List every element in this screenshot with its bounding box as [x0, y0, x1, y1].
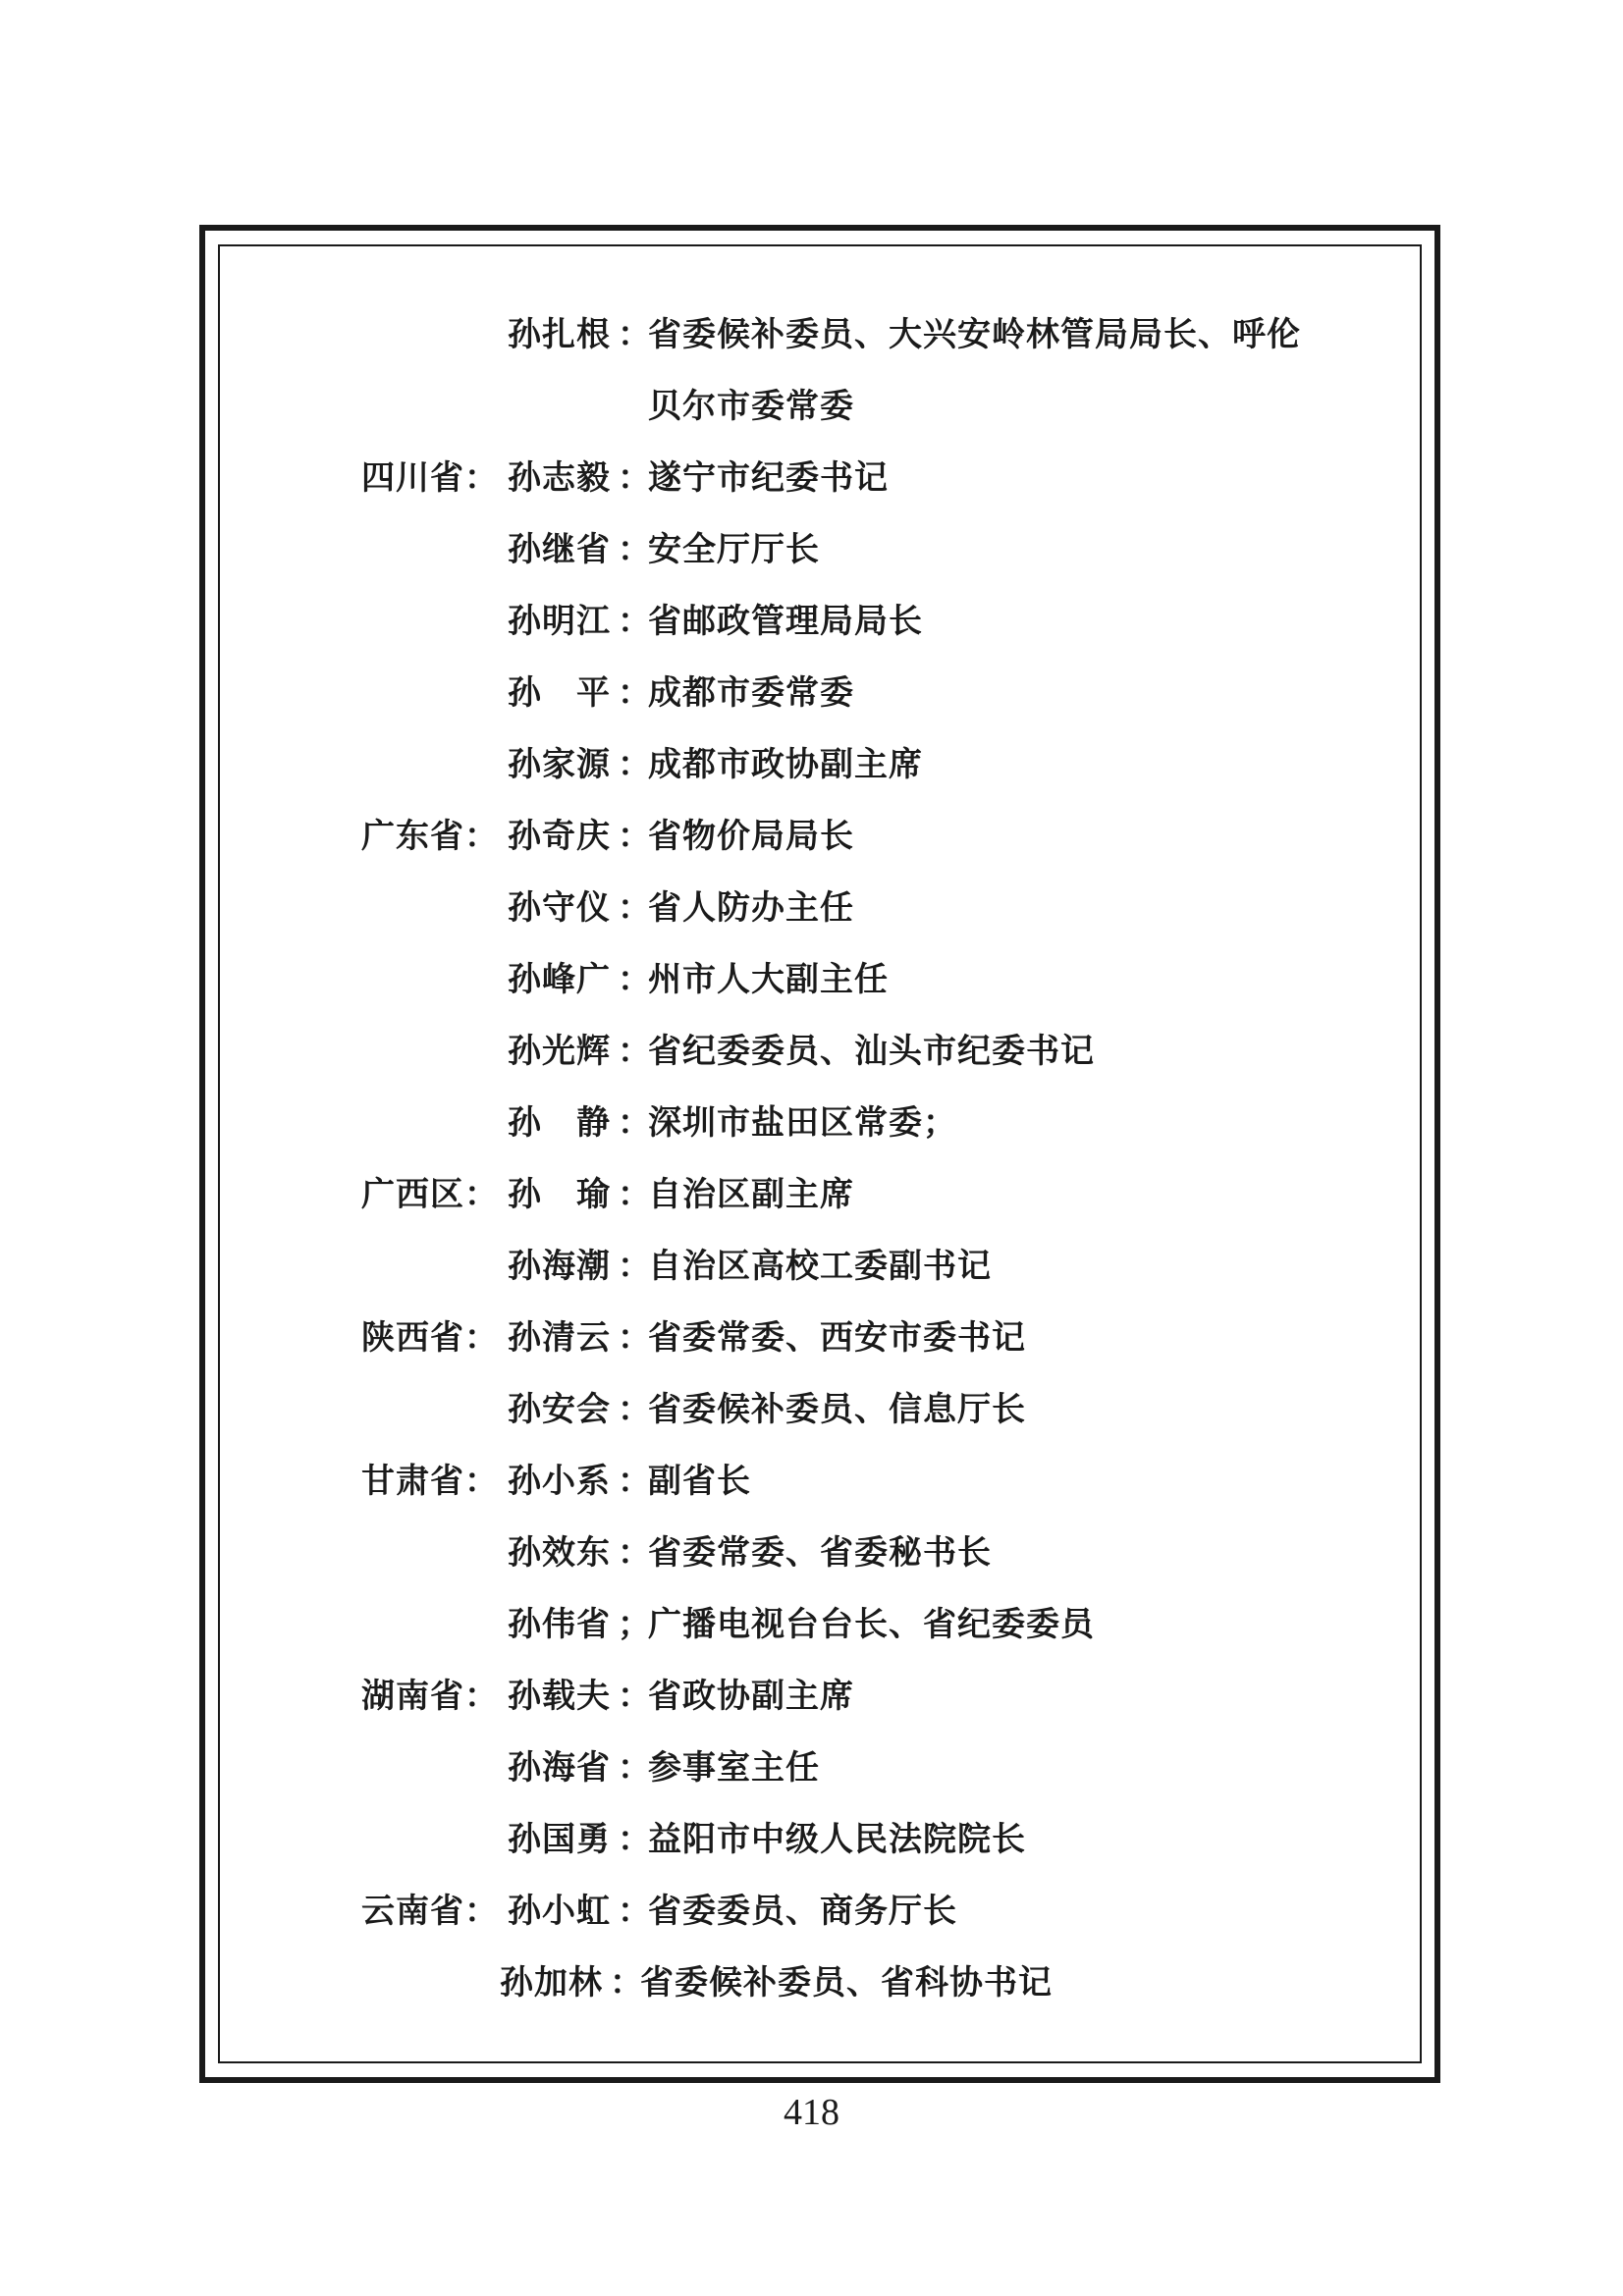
separator: ：: [618, 1032, 652, 1071]
person-name: 孙志毅: [508, 458, 611, 498]
person-name: 孙清云: [508, 1318, 611, 1358]
person-name: 孙家源: [508, 745, 611, 784]
separator: ：: [618, 1103, 652, 1143]
person-name: 孙海省: [508, 1748, 611, 1788]
province-label: 云南省：: [361, 1892, 499, 1931]
position-title: 省委常委、省委秘书长: [648, 1533, 992, 1573]
person-name: 孙加林: [500, 1963, 603, 2002]
position-title: 省物价局局长: [648, 817, 854, 856]
person-name: 孙峰广: [508, 960, 611, 999]
separator: ：: [618, 960, 652, 999]
position-title: 参事室主任: [648, 1748, 820, 1788]
position-title: 省委常委、西安市委书记: [648, 1318, 1026, 1358]
separator: ：: [618, 817, 652, 856]
separator: ：: [618, 745, 652, 784]
position-title-continuation: 贝尔市委常委: [648, 387, 854, 426]
separator: ：: [618, 602, 652, 641]
separator: ：: [610, 1963, 644, 2002]
position-title: 省人防办主任: [648, 888, 854, 928]
person-name: 孙明江: [508, 602, 611, 641]
province-label: 四川省：: [361, 458, 499, 498]
person-name: 孙扎根: [508, 315, 611, 354]
person-name: 孙 瑜: [508, 1175, 611, 1214]
province-label: 广东省：: [361, 817, 499, 856]
separator: ：: [618, 888, 652, 928]
person-name: 孙安会: [508, 1390, 611, 1429]
position-title: 自治区高校工委副书记: [648, 1247, 992, 1286]
province-label: 甘肃省：: [361, 1462, 499, 1501]
province-label: 广西区：: [361, 1175, 499, 1214]
separator: ：: [618, 673, 652, 713]
province-label: 陕西省：: [361, 1318, 499, 1358]
person-name: 孙 静: [508, 1103, 611, 1143]
position-title: 自治区副主席: [648, 1175, 854, 1214]
person-name: 孙效东: [508, 1533, 611, 1573]
position-title: 广播电视台台长、省纪委委员: [648, 1605, 1095, 1644]
separator: ：: [618, 315, 652, 354]
position-title: 省邮政管理局局长: [648, 602, 923, 641]
person-name: 孙载夫: [508, 1677, 611, 1716]
person-name: 孙小系: [508, 1462, 611, 1501]
position-title: 成都市政协副主席: [648, 745, 923, 784]
position-title: 省政协副主席: [648, 1677, 854, 1716]
position-title: 益阳市中级人民法院院长: [648, 1820, 1026, 1859]
position-title: 成都市委常委: [648, 673, 854, 713]
person-name: 孙继省: [508, 530, 611, 569]
province-label: 湖南省：: [361, 1677, 499, 1716]
separator: ：: [618, 1175, 652, 1214]
position-title: 安全厅厅长: [648, 530, 820, 569]
separator: ：: [618, 1892, 652, 1931]
separator: ：: [618, 1533, 652, 1573]
position-title: 副省长: [648, 1462, 751, 1501]
separator: ：: [618, 1318, 652, 1358]
person-name: 孙守仪: [508, 888, 611, 928]
separator: ：: [618, 1820, 652, 1859]
separator: ：: [618, 1462, 652, 1501]
position-title: 深圳市盐田区常委；: [648, 1103, 957, 1143]
separator: ：: [618, 1748, 652, 1788]
person-name: 孙小虹: [508, 1892, 611, 1931]
position-title: 州市人大副主任: [648, 960, 889, 999]
separator: ：: [618, 1677, 652, 1716]
separator: ：: [618, 1247, 652, 1286]
position-title: 省委候补委员、信息厅长: [648, 1390, 1026, 1429]
separator: ：: [618, 530, 652, 569]
person-name: 孙奇庆: [508, 817, 611, 856]
person-name: 孙伟省: [508, 1605, 611, 1644]
separator: ：: [618, 458, 652, 498]
separator: ：: [618, 1390, 652, 1429]
separator: ；: [618, 1605, 652, 1644]
person-name: 孙海潮: [508, 1247, 611, 1286]
page-number: 418: [784, 2092, 839, 2133]
position-title: 省委委员、商务厅长: [648, 1892, 957, 1931]
position-title: 省纪委委员、汕头市纪委书记: [648, 1032, 1095, 1071]
position-title: 遂宁市纪委书记: [648, 458, 889, 498]
person-name: 孙光辉: [508, 1032, 611, 1071]
position-title: 省委候补委员、省科协书记: [640, 1963, 1053, 2002]
position-title: 省委候补委员、大兴安岭林管局局长、呼伦: [648, 315, 1301, 354]
person-name: 孙国勇: [508, 1820, 611, 1859]
person-name: 孙 平: [508, 673, 611, 713]
